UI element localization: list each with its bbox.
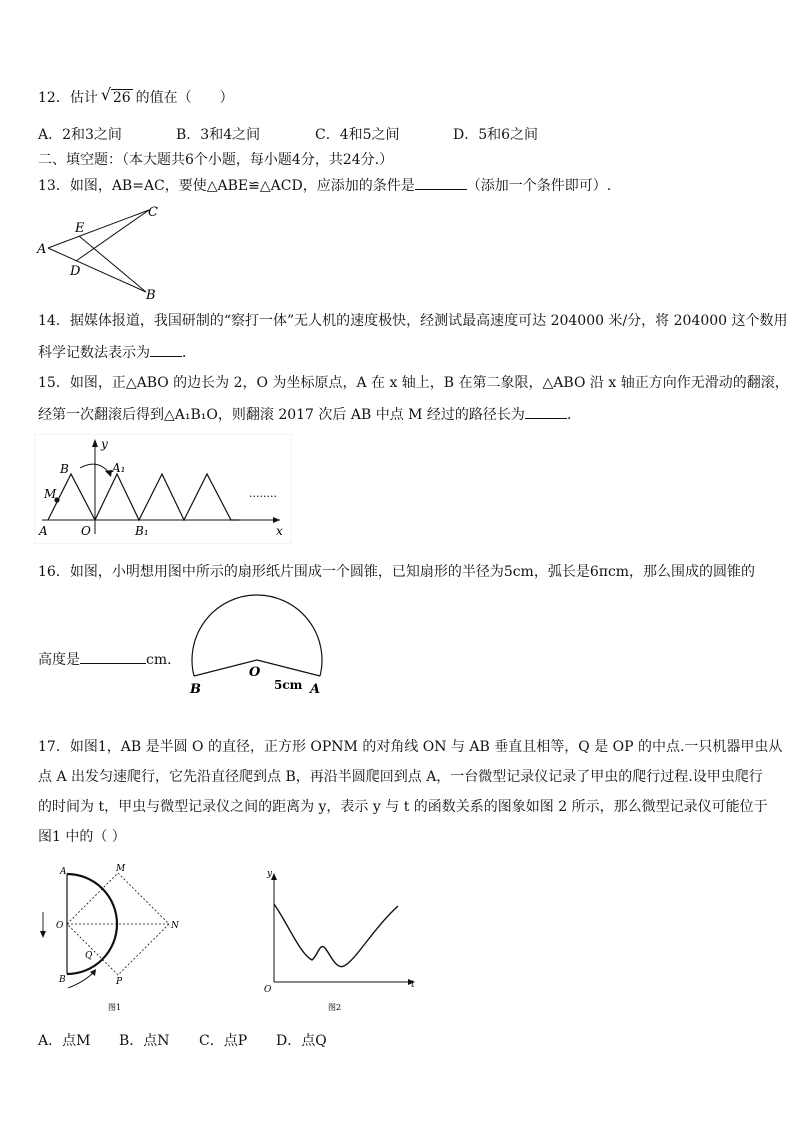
q16-label-o: O	[249, 665, 261, 680]
q15-label-m: M	[44, 487, 57, 501]
q15-label-b: B	[60, 462, 69, 476]
q13-triangle-figure	[34, 200, 174, 305]
q12-suffix: 的值在（ ）	[135, 90, 234, 106]
q17-fig1-label-q: Q	[85, 951, 93, 961]
section-heading: 二、填空题：（本大题共6个小题，每小题4分，共24分.）	[38, 152, 394, 168]
q14-text-after: ．	[182, 345, 196, 361]
q17-figure-2-graph	[258, 862, 420, 1020]
q17-fig2-label-t: t	[411, 980, 415, 990]
q16-radius-label: 5cm	[274, 678, 303, 692]
q15-label-o: O	[81, 524, 91, 538]
q14-answer-blank	[150, 342, 182, 357]
q17-fig1-caption: 图1	[108, 1003, 122, 1012]
q15-line1: 15．如图，正△ABO 的边长为 2，O 为坐标原点，A 在 x 轴上，B 在第二象限，△ABO 沿 x 轴正方向作无滑动的翻滚，	[38, 375, 789, 391]
q13-stem	[38, 175, 611, 196]
q16-text-before: 高度是	[38, 652, 80, 668]
q12-option-d: D．5和6之间	[453, 127, 539, 143]
q17-fig1-label-a: A	[60, 867, 67, 877]
q12-option-b: B．3和4之间	[176, 127, 261, 143]
q13-text-before: 13．如图，AB=AC，要使△ABE≌△ACD，应添加的条件是	[38, 178, 415, 194]
q13-label-e: E	[75, 221, 85, 236]
sqrt-symbol: √ 26	[100, 85, 131, 106]
q13-text-after: （添加一个条件即可）.	[466, 178, 612, 194]
q14-text-before: 科学记数法表示为	[38, 345, 150, 361]
q17-fig2-label-y: y	[267, 869, 273, 879]
q17-fig1-label-n: N	[171, 921, 179, 931]
q17-option-a: A．点M	[38, 1033, 91, 1049]
q17-option-b: B．点N	[119, 1033, 170, 1049]
q15-text-before: 经第一次翻滚后得到△A₁B₁O，则翻滚 2017 次后 AB 中点 M 经过的路径长为	[38, 407, 525, 423]
q14-line2	[38, 342, 196, 363]
q17-fig2-caption: 图2	[328, 1003, 342, 1012]
q15-label-b1: B₁	[135, 524, 149, 538]
q15-rolling-triangle-figure	[34, 434, 292, 544]
q17-option-d: D．点Q	[276, 1033, 327, 1049]
q15-label-a: A	[39, 524, 48, 538]
q16-label-a: A	[310, 682, 321, 697]
q16-sector-figure	[180, 590, 330, 698]
q17-fig1-label-p: P	[116, 977, 123, 987]
q12-option-a: A．2和3之间	[38, 127, 122, 143]
q13-label-b: B	[146, 288, 156, 303]
q15-answer-blank	[525, 404, 567, 419]
q15-line2	[38, 404, 581, 425]
q15-label-a1: A₁	[112, 461, 126, 475]
q12-option-c: C．4和5之间	[315, 127, 400, 143]
q16-line2	[38, 649, 181, 670]
q17-line3: 的时间为 t，甲虫与微型记录仪之间的距离为 y，表示 y 与 t 的函数关系的图象如图 2 所示，那么微型记录仪可能位于	[38, 799, 768, 815]
q13-answer-blank	[415, 175, 467, 190]
q17-fig1-label-o: O	[56, 921, 64, 931]
q17-line2: 点 A 出发匀速爬行，它先沿直径爬到点 B，再沿半圆爬回到点 A，一台微型记录仪记录了甲虫的爬行过程.设甲虫爬行	[38, 769, 763, 785]
q16-text-after: cm．	[146, 652, 182, 668]
q15-label-x: x	[276, 524, 283, 538]
q15-text-after: ．	[566, 407, 581, 423]
q12-prefix: 12．估计	[38, 90, 98, 106]
q15-continuation-dots: ........	[249, 487, 277, 500]
q13-label-d: D	[70, 264, 81, 279]
q16-label-b: B	[190, 682, 201, 697]
q15-label-y: y	[101, 437, 108, 451]
q17-line4: 图1 中的（ ）	[38, 829, 126, 845]
q17-figure-1	[30, 862, 190, 1020]
q14-line1: 14．据媒体报道，我国研制的“察打一体”无人机的速度极快，经测试最高速度可达 204000 米/分，将 204000 这个数用	[38, 313, 788, 329]
q17-fig1-label-b: B	[59, 975, 66, 985]
q17-fig1-label-m: M	[116, 864, 126, 874]
q17-option-c: C．点P	[199, 1033, 248, 1049]
q13-label-c: C	[148, 205, 158, 220]
q16-line1: 16．如图，小明想用图中所示的扇形纸片围成一个圆锥，已知扇形的半径为5cm，弧长是6πcm，那么围成的圆锥的	[38, 564, 756, 580]
q17-line1: 17．如图1，AB 是半圆 O 的直径，正方形 OPNM 的对角线 ON 与 AB 垂直且相等，Q 是 OP 的中点.一只机器甲虫从	[38, 739, 783, 755]
q12-stem	[38, 85, 234, 108]
q16-answer-blank	[80, 649, 146, 664]
q12-radicand: 26	[112, 90, 131, 106]
q17-fig2-label-o: O	[264, 985, 272, 995]
q13-label-a: A	[37, 242, 47, 257]
